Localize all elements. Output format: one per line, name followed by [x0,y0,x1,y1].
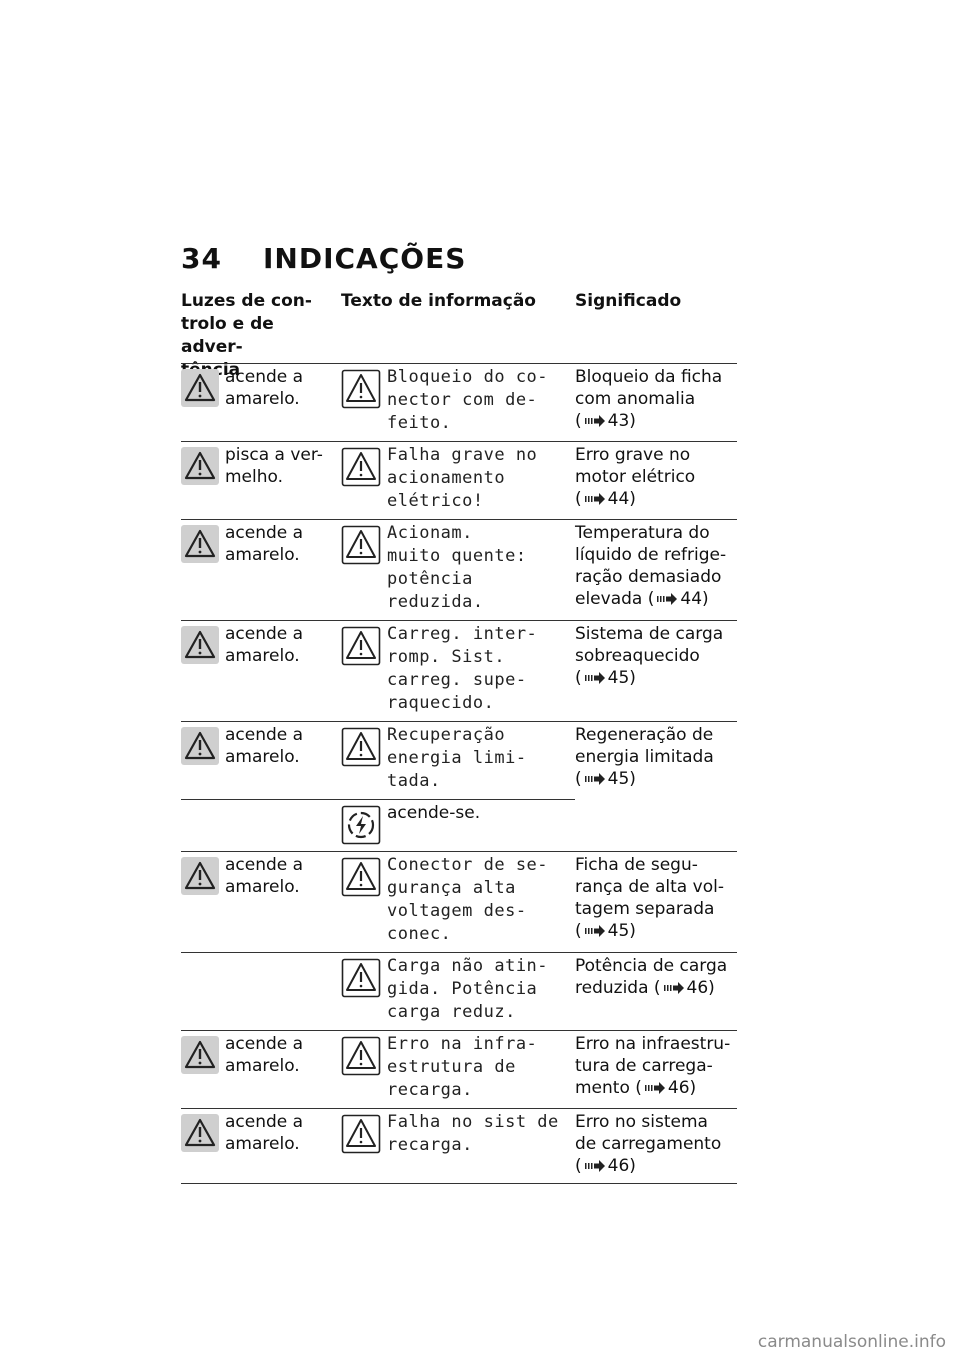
display-warning-triangle-icon [341,958,381,998]
table-row [181,953,737,1031]
page-reference[interactable]: 44) [680,589,709,609]
column-header-display-text: Texto de informação [341,291,536,311]
display-message: Bloqueio do co- nector com de- feito. [387,367,549,433]
arrow-right-icon [584,672,606,684]
display-warning-triangle-icon [341,525,381,565]
arrow-right-icon [644,1082,666,1094]
light-status: acende a amarelo. [225,1034,304,1076]
table-row [181,1109,737,1184]
arrow-right-icon [584,493,606,505]
indications-table [181,363,737,1184]
light-status: acende a amarelo. [225,725,304,767]
light-status: acende a amarelo. [225,367,304,409]
page-reference[interactable]: 46) [667,1078,697,1098]
display-warning-triangle-icon [341,857,381,897]
light-status: acende a amarelo. [225,855,304,897]
meaning-text: Erro grave no motor elétrico ( [575,445,696,509]
warning-triangle-icon [181,369,219,407]
table-row [181,621,737,722]
display-warning-triangle-icon [341,1114,381,1154]
display-message: Recuperação energia limi- tada. [387,725,527,791]
light-status: acende a amarelo. [225,523,304,565]
watermark: carmanualsonline.info [757,1332,946,1352]
warning-triangle-icon [181,727,219,765]
display-warning-triangle-icon [341,369,381,409]
display-message: Carreg. inter- romp. Sist. carreg. supe- raquecido. [387,624,538,713]
page-heading [181,242,466,275]
display-warning-triangle-icon [341,447,381,487]
arrow-right-icon [584,415,606,427]
table-row [181,722,737,800]
display-message: Falha no sist de recarga. [387,1112,559,1155]
page-reference[interactable]: 44) [607,489,636,509]
page-reference[interactable]: 45) [607,769,636,789]
warning-triangle-icon [181,525,219,563]
section-title: INDICAÇÕES [263,242,467,275]
meaning-text: Ficha de segu- rança de alta vol- tagem separada ( [575,855,724,941]
regeneration-icon [341,805,381,845]
warning-triangle-icon [181,626,219,664]
display-message: Conector de se- gurança alta voltagem des- conec. [387,855,549,944]
page-reference[interactable]: 46) [686,978,715,998]
arrow-right-icon [584,925,606,937]
light-status: acende a amarelo. [225,624,304,666]
meaning-text: Sistema de carga sobreaquecido ( [575,624,724,688]
table-row [181,520,737,621]
display-sub-message: acende-se. [387,803,481,823]
display-message: Carga não atin- gida. Potência carga reduz. [387,956,549,1022]
warning-triangle-icon [181,447,219,485]
display-message: Acionam. muito quente: potência reduzida. [387,523,527,612]
warning-triangle-icon [181,1114,219,1152]
page-reference[interactable]: 43) [607,411,636,431]
display-warning-triangle-icon [341,1036,381,1076]
meaning-text: Regeneração de energia limitada ( [575,725,714,789]
display-message: Erro na infra- estrutura de recarga. [387,1034,538,1100]
meaning-text: Erro no sistema de carregamento ( [575,1112,722,1176]
arrow-right-icon [584,773,606,785]
meaning-text: Potência de carga reduzida ( [575,956,728,998]
page-reference[interactable]: 46) [607,1156,636,1176]
table-row [181,442,737,520]
column-header-meaning: Significado [575,291,682,311]
meaning-text: Erro na infraestru- tura de carrega- mento ( [575,1034,731,1098]
arrow-right-icon [656,593,678,605]
page-reference[interactable]: 45) [607,921,636,941]
display-message: Falha grave no acionamento elétrico! [387,445,538,511]
light-status: acende a amarelo. [225,1112,304,1154]
table-row [181,852,737,953]
display-warning-triangle-icon [341,626,381,666]
page-reference[interactable]: 45) [607,668,636,688]
meaning-text: Bloqueio da ficha com anomalia ( [575,367,723,431]
page-number: 34 [181,242,222,275]
table-row [181,364,737,442]
arrow-right-icon [663,982,685,994]
warning-triangle-icon [181,857,219,895]
meaning-text: Temperatura do líquido de refrige- ração demasiado elevada ( [575,523,727,609]
display-warning-triangle-icon [341,727,381,767]
light-status: pisca a ver- melho. [225,445,323,487]
table-row [181,1031,737,1109]
column-header-lights: Luzes de con- trolo e de adver- tência [181,291,312,380]
arrow-right-icon [584,1160,606,1172]
warning-triangle-icon [181,1036,219,1074]
